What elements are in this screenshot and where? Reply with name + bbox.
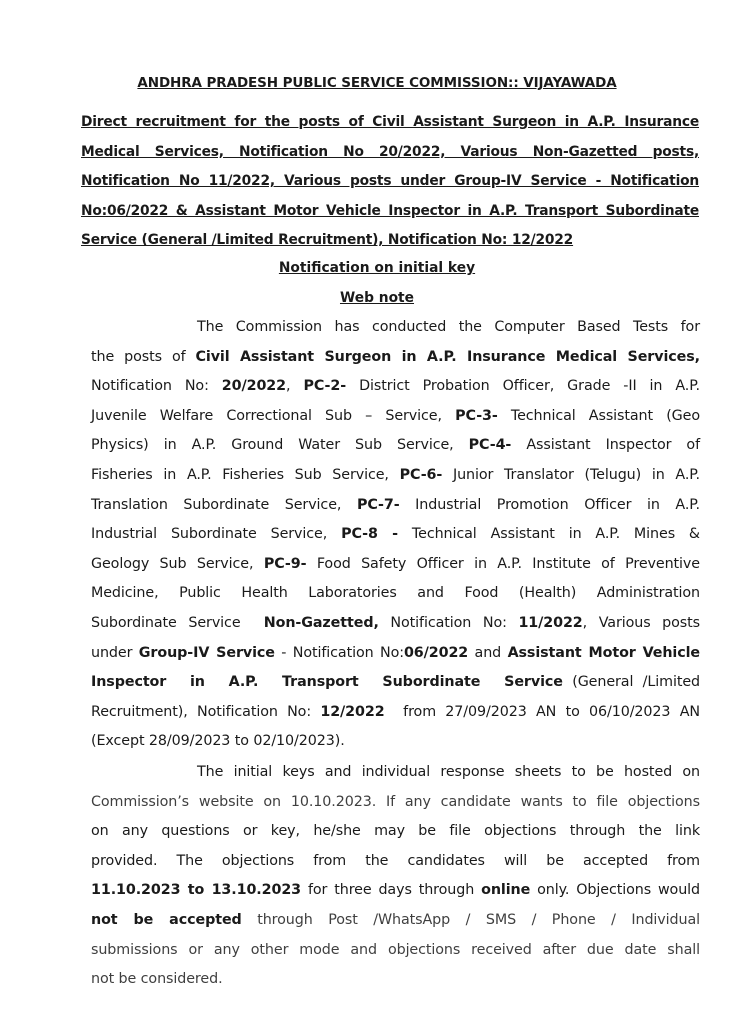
paragraph-cbt-details [91, 313, 700, 757]
paragraph-line: Physics) in A.P. Ground Water Sub Service, PC-4- Assistant Inspector of [91, 437, 701, 454]
paragraph-line: provided. The objections from the candidates will be accepted from [91, 852, 700, 869]
paragraph-line: Fisheries in A.P. Fisheries Sub Service, PC-6- Junior Translator (Telugu) in A.P. [91, 466, 701, 483]
paragraph-line: Translation Subordinate Service, PC-7- Industrial Promotion Officer in A.P. [91, 496, 701, 513]
notification-heading: Notification on initial key [278, 260, 476, 276]
paragraph-line: Juvenile Welfare Correctional Sub – Service, PC-3- Technical Assistant (Geo [91, 407, 700, 424]
subject-line: Direct recruitment for the posts of Civil Assistant Surgeon in A.P. Insurance [81, 114, 699, 130]
paragraph-objections [91, 758, 700, 995]
paragraph-line: 11.10.2023 to 13.10.2023 for three days through online only. Objections would [91, 882, 701, 899]
paragraph-line: under Group-IV Service - Notification No:06/2022 and Assistant Motor Vehicle [91, 644, 700, 661]
web-note-heading: Web note [339, 290, 415, 306]
paragraph-line: Geology Sub Service, PC-9- Food Safety Officer in A.P. Institute of Preventive [91, 555, 700, 572]
subject-line: Service (General /Limited Recruitment), Notification No: 12/2022 [81, 232, 574, 249]
subject-line: Medical Services, Notification No 20/2022, Various Non-Gazetted posts, [81, 143, 699, 160]
subject-line: Notification No 11/2022, Various posts under Group-IV Service - Notification [81, 173, 699, 190]
paragraph-line: not be considered. [91, 971, 223, 988]
paragraph-line: Inspector in A.P. Transport Subordinate Service (General /Limited [91, 674, 701, 691]
paragraph-line: submissions or any other mode and objections received after due date shall [91, 941, 700, 958]
paragraph-line: the posts of Civil Assistant Surgeon in A.P. Insurance Medical Services, [91, 348, 700, 365]
paragraph-line: Medicine, Public Health Laboratories and Food (Health) Administration [91, 585, 700, 602]
paragraph-line: not be accepted through Post /WhatsApp / SMS / Phone / Individual [91, 911, 700, 928]
paragraph-line: Commission’s website on 10.10.2023. If any candidate wants to file objections [91, 793, 700, 810]
paragraph-line: Subordinate Service Non-Gazetted, Notification No: 11/2022, Various posts [91, 614, 700, 631]
paragraph-line: (Except 28/09/2023 to 02/10/2023). [91, 733, 345, 750]
commission-title: ANDHRA PRADESH PUBLIC SERVICE COMMISSION:: VIJAYAWADA [137, 75, 617, 91]
paragraph-line: Industrial Subordinate Service, PC-8 - Technical Assistant in A.P. Mines & [91, 526, 700, 543]
subject-line: No:06/2022 & Assistant Motor Vehicle Inspector in A.P. Transport Subordinate [81, 202, 699, 219]
paragraph-line: The initial keys and individual response sheets to be hosted on [197, 764, 700, 780]
paragraph-line: Recruitment), Notification No: 12/2022 from 27/09/2023 AN to 06/10/2023 AN [91, 703, 700, 720]
paragraph-line: The Commission has conducted the Computer Based Tests for [197, 319, 700, 335]
paragraph-line: on any questions or key, he/she may be file objections through the link [91, 823, 700, 840]
paragraph-line: Notification No: 20/2022, PC-2- District Probation Officer, Grade -II in A.P. [91, 378, 700, 395]
subject-heading [81, 108, 699, 256]
